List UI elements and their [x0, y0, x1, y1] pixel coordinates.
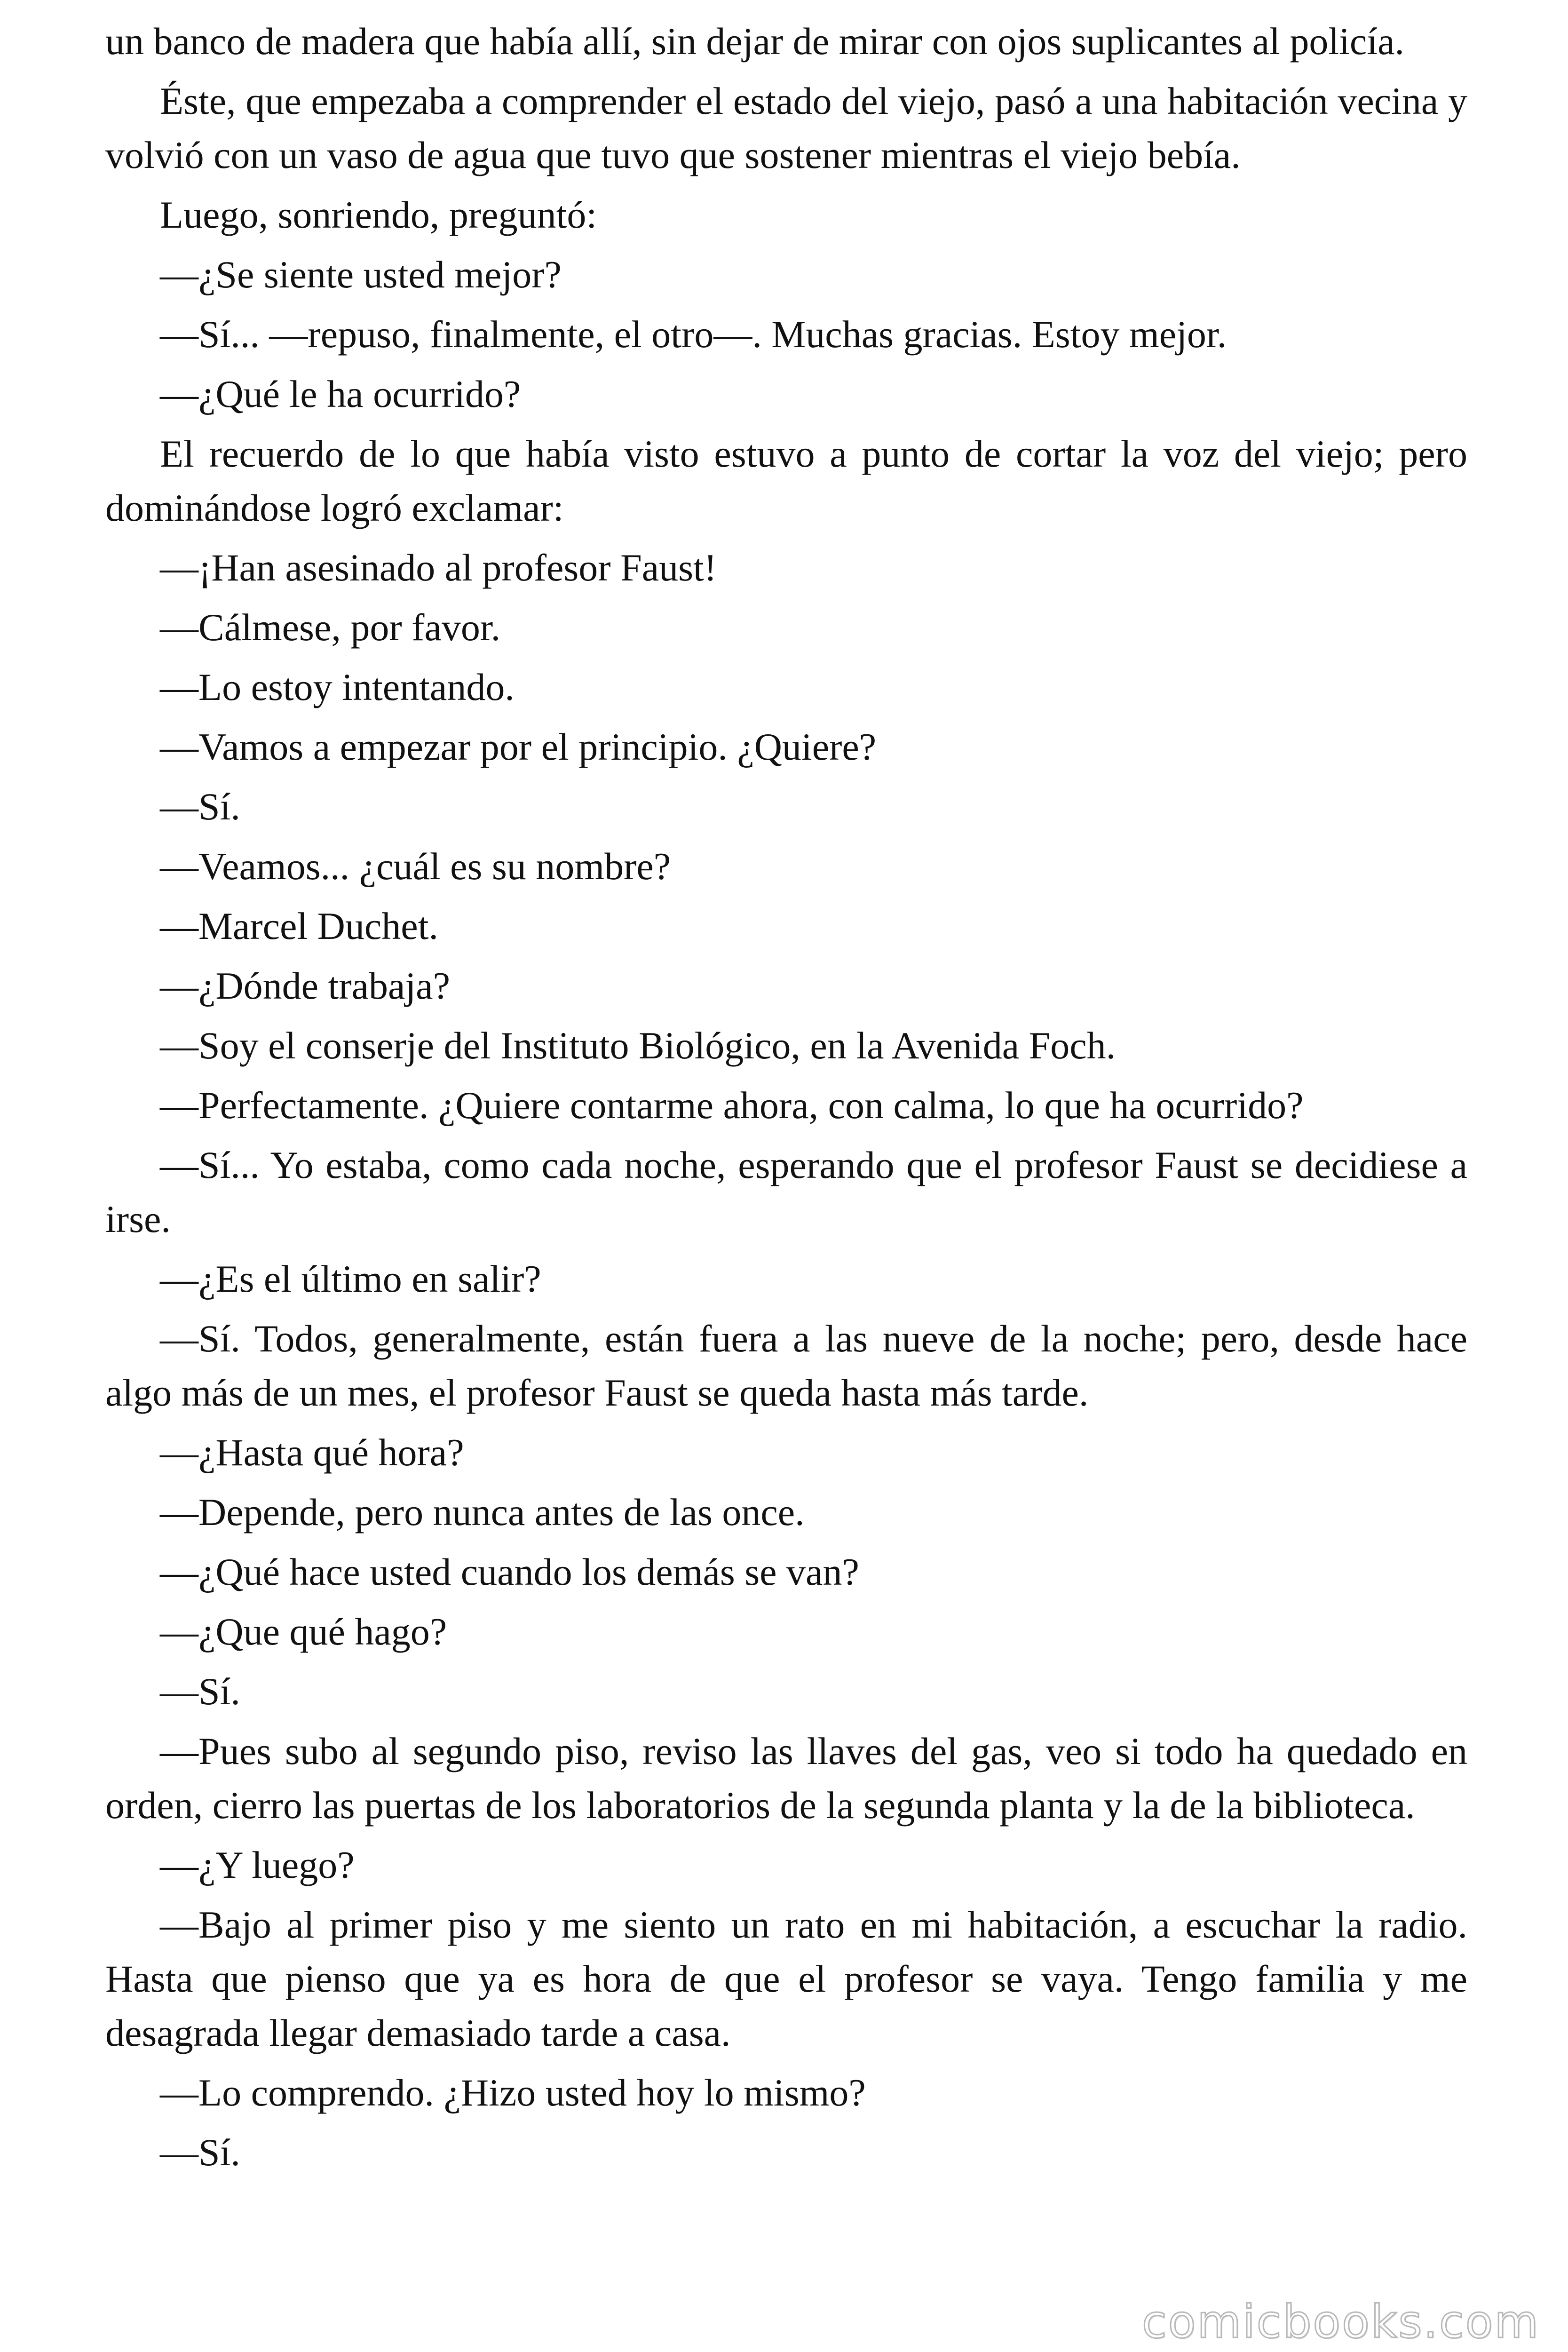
dialogue-line: —Vamos a empezar por el principio. ¿Quiere? — [160, 725, 877, 768]
dialogue-line: —Sí. — [160, 785, 240, 828]
paragraph: El recuerdo de lo que había visto estuvo a punto de cortar la voz del viejo; pero dominándose logró exclamar: — [105, 432, 1467, 529]
dialogue-line: —¿Es el último en salir? — [160, 1257, 541, 1300]
page-text — [105, 14, 1467, 2185]
dialogue-line: —Bajo al primer piso y me siento un rato en mi habitación, a escuchar la radio. Hasta que pienso que ya es hora de que el profesor se vaya. Tengo familia y me desagrada llegar demasiado tarde a casa. — [105, 1903, 1467, 2054]
dialogue-line: —Perfectamente. ¿Quiere contarme ahora, con calma, lo que ha ocurrido? — [160, 1084, 1304, 1127]
dialogue-line: —¿Qué hace usted cuando los demás se van? — [160, 1550, 859, 1593]
dialogue-line: —Lo comprendo. ¿Hizo usted hoy lo mismo? — [160, 2071, 866, 2114]
dialogue-line: —¿Dónde trabaja? — [160, 964, 450, 1007]
dialogue-line: —Sí. — [160, 2131, 240, 2174]
dialogue-line: —Sí. Todos, generalmente, están fuera a las nueve de la noche; pero, desde hace algo más de un mes, el profesor Faust se queda hasta más tarde. — [105, 1317, 1467, 1414]
dialogue-line: —Sí... Yo estaba, como cada noche, esperando que el profesor Faust se decidiese a irse. — [105, 1144, 1467, 1240]
dialogue-line: —Veamos... ¿cuál es su nombre? — [160, 845, 671, 888]
dialogue-line: —Sí... —repuso, finalmente, el otro—. Muchas gracias. Estoy mejor. — [160, 313, 1227, 356]
paragraph: un banco de madera que había allí, sin dejar de mirar con ojos suplicantes al policía. — [105, 20, 1404, 63]
paragraph: Luego, sonriendo, preguntó: — [160, 193, 597, 236]
dialogue-line: —¿Que qué hago? — [160, 1610, 447, 1653]
dialogue-line: —Sí. — [160, 1670, 240, 1713]
dialogue-line: —Depende, pero nunca antes de las once. — [160, 1491, 805, 1534]
dialogue-line: —Lo estoy intentando. — [160, 666, 515, 708]
dialogue-line: —Soy el conserje del Instituto Biológico, en la Avenida Foch. — [160, 1024, 1116, 1067]
watermark: comicbooks.com — [1141, 2296, 1540, 2348]
dialogue-line: —Pues subo al segundo piso, reviso las llaves del gas, veo si todo ha quedado en orden, cierro las puertas de los laboratorios de la segunda planta y la de la biblioteca. — [105, 1730, 1467, 1827]
dialogue-line: —Cálmese, por favor. — [160, 606, 501, 649]
dialogue-line: —¿Qué le ha ocurrido? — [160, 373, 521, 415]
dialogue-line: —Marcel Duchet. — [160, 905, 438, 947]
paragraph: Éste, que empezaba a comprender el estado del viejo, pasó a una habitación vecina y volvió con un vaso de agua que tuvo que sostener mientras el viejo bebía. — [105, 79, 1467, 176]
dialogue-line: —¿Se siente usted mejor? — [160, 253, 562, 296]
dialogue-line: —¿Y luego? — [160, 1843, 355, 1886]
dialogue-line: —¡Han asesinado al profesor Faust! — [160, 546, 717, 589]
dialogue-line: —¿Hasta qué hora? — [160, 1431, 464, 1474]
